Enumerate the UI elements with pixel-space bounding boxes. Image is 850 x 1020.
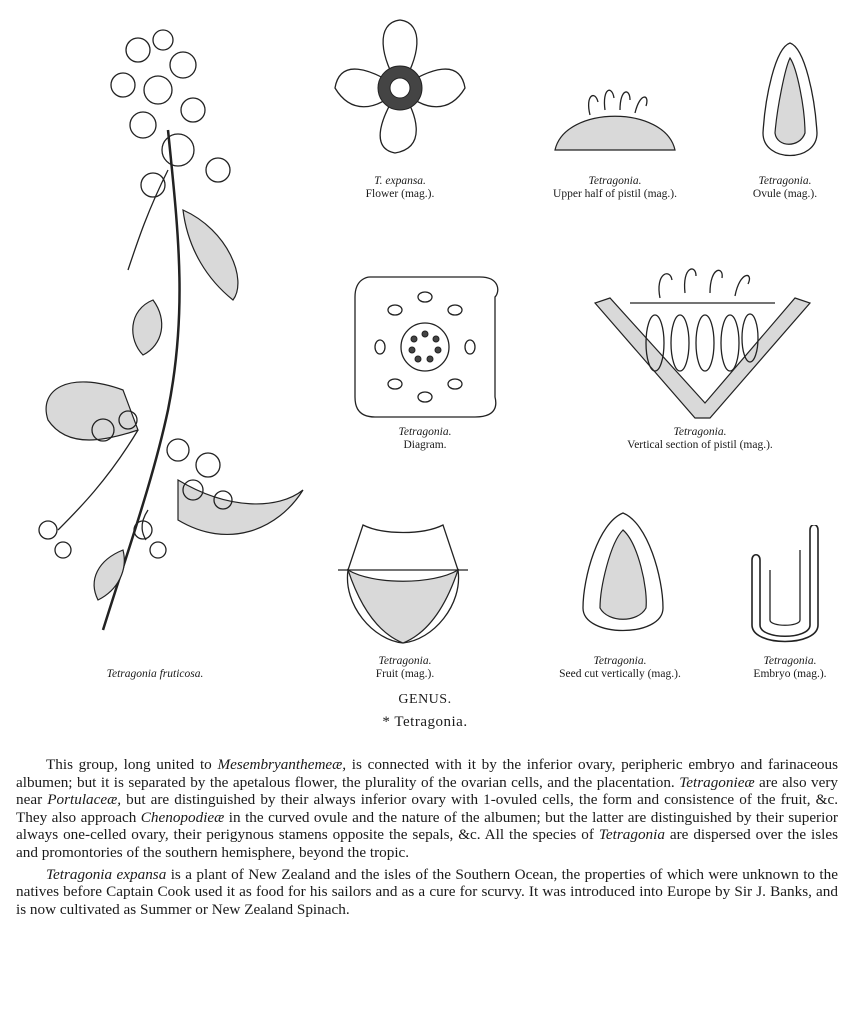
caption-flower-desc: Flower (mag.). (365, 188, 435, 200)
caption-pistil-vertical-desc: Vertical section of pistil (mag.). (627, 439, 773, 451)
caption-flower (325, 175, 475, 201)
p1-italic-mesembryanthemeae: Mesembryanthemeæ, (217, 756, 347, 773)
paragraph-2 (16, 866, 838, 919)
p1-text-k: are dispersed over the isles and promontories of the southern hemisphere, beyond the tropic. (16, 826, 838, 861)
caption-ovule (725, 175, 845, 201)
flower-illustration (330, 18, 470, 158)
caption-embryo-genus: Tetragonia. (763, 655, 817, 667)
caption-flower-genus: T. expansa. (374, 175, 426, 187)
seed-illustration (578, 508, 668, 648)
pistil-upper-illustration (550, 80, 680, 160)
caption-ovule-genus: Tetragonia. (758, 175, 812, 187)
caption-seed (530, 655, 710, 681)
p1-text-c: is connected with it by the inferior ovary, peripheric embryo and farinaceous albumen; but it is separated by the apetalous flower, the plurality of the ovarian cells, and the placentation. (16, 756, 839, 791)
caption-pistil-upper (510, 175, 720, 201)
caption-embryo (735, 655, 845, 681)
plant-illustration (28, 10, 318, 670)
ovule-illustration (755, 38, 825, 168)
embryo-illustration (748, 525, 823, 645)
caption-pistil-upper-desc: Upper half of pistil (mag.). (553, 188, 677, 200)
caption-diagram-genus: Tetragonia. (398, 426, 452, 438)
genus-name: * Tetragonia. (382, 714, 468, 730)
p1-text-a: This group, long united to (46, 756, 218, 773)
caption-embryo-desc: Embryo (mag.). (753, 668, 827, 680)
genus-label: GENUS. (398, 692, 452, 707)
caption-fruit (345, 655, 465, 681)
pistil-vertical-illustration (590, 258, 815, 423)
p1-text-e: are also very near (16, 773, 838, 809)
paragraph-1 (16, 756, 838, 862)
caption-plant (60, 668, 250, 681)
p1-italic-chenopodieae: Chenopodieæ (140, 808, 225, 826)
caption-fruit-genus: Tetragonia. (378, 655, 432, 667)
caption-pistil-upper-genus: Tetragonia. (588, 175, 642, 187)
p1-text-g: but are distinguished by their always inferior ovary with 1-ovuled cells, the form and consistence of the fruit, &c. They also approach (16, 791, 838, 826)
p1-text-i: in the curved ovule and the nature of the albumen; but the latter are distinguished by their superior always one-celled ovary, their perigynous stamens opposite the sepals, &c. All the species of (16, 808, 838, 844)
fruit-illustration (333, 515, 473, 645)
caption-diagram (345, 426, 505, 452)
p2-italic-tetragonia-expansa: Tetragonia expansa (46, 865, 167, 883)
caption-seed-genus: Tetragonia. (593, 655, 647, 667)
p1-italic-portulaceae: Portulaceæ, (47, 791, 122, 809)
p2-text-b: is a plant of New Zealand and the isles of the Southern Ocean, the properties of which were unknown to the natives before Captain Cook used it as food for his sailors and as a cure for scurvy. It was introduced into Europe by Sir J. Banks, and is now cultivated as Summer or New Zealand Spinach. (16, 865, 838, 918)
p1-italic-tetragonia: Tetragonia (598, 826, 665, 844)
p1-italic-tetragonieae: Tetragonieæ (679, 773, 755, 791)
caption-ovule-desc: Ovule (mag.). (752, 188, 818, 200)
caption-fruit-desc: Fruit (mag.). (375, 668, 435, 680)
floral-diagram (350, 272, 500, 422)
caption-pistil-vertical (580, 426, 820, 452)
caption-diagram-desc: Diagram. (403, 439, 447, 451)
caption-pistil-vertical-genus: Tetragonia. (673, 426, 727, 438)
body-text (16, 756, 838, 922)
caption-plant-text: Tetragonia fruticosa. (106, 668, 204, 680)
caption-seed-desc: Seed cut vertically (mag.). (559, 668, 681, 680)
